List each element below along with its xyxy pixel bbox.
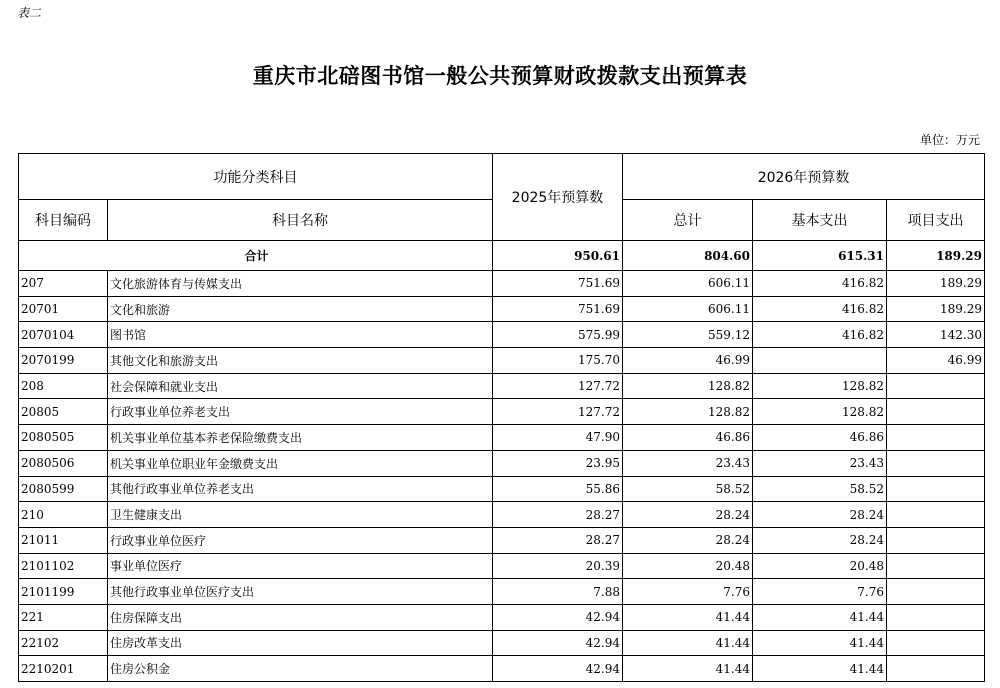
row-total: 41.44 <box>623 656 753 682</box>
row-name: 社会保障和就业支出 <box>108 373 493 399</box>
row-basic: 41.44 <box>753 656 887 682</box>
row-budget-2025: 55.86 <box>493 476 623 502</box>
row-project <box>887 527 985 553</box>
row-total: 20.48 <box>623 553 753 579</box>
row-total: 606.11 <box>623 296 753 322</box>
row-basic: 28.24 <box>753 502 887 528</box>
row-total: 41.44 <box>623 604 753 630</box>
row-total: 58.52 <box>623 476 753 502</box>
row-project <box>887 373 985 399</box>
row-basic: 28.24 <box>753 527 887 553</box>
row-project: 189.29 <box>887 296 985 322</box>
row-project <box>887 425 985 451</box>
row-project <box>887 553 985 579</box>
table-row <box>19 476 985 502</box>
row-name: 行政事业单位养老支出 <box>108 399 493 425</box>
row-project: 189.29 <box>887 271 985 297</box>
row-name: 机关事业单位基本养老保险缴费支出 <box>108 425 493 451</box>
row-basic: 416.82 <box>753 296 887 322</box>
row-code: 2080505 <box>19 425 108 451</box>
row-basic: 416.82 <box>753 322 887 348</box>
row-budget-2025: 28.27 <box>493 502 623 528</box>
row-budget-2025: 127.72 <box>493 399 623 425</box>
table-row <box>19 271 985 297</box>
row-project: 142.30 <box>887 322 985 348</box>
header-func-class: 功能分类科目 <box>19 154 493 200</box>
row-total: 46.86 <box>623 425 753 451</box>
header-project: 项目支出 <box>887 200 985 241</box>
row-total: 128.82 <box>623 399 753 425</box>
row-basic: 23.43 <box>753 450 887 476</box>
row-project <box>887 450 985 476</box>
table-row <box>19 527 985 553</box>
table-row <box>19 373 985 399</box>
total-label: 合计 <box>19 241 493 271</box>
row-name: 行政事业单位医疗 <box>108 527 493 553</box>
row-name: 文化旅游体育与传媒支出 <box>108 271 493 297</box>
row-project <box>887 579 985 605</box>
row-name: 住房改革支出 <box>108 630 493 656</box>
row-project: 46.99 <box>887 348 985 374</box>
total-basic: 615.31 <box>753 241 887 271</box>
row-total: 28.24 <box>623 502 753 528</box>
row-name: 事业单位医疗 <box>108 553 493 579</box>
table-row <box>19 425 985 451</box>
row-basic <box>753 348 887 374</box>
row-budget-2025: 127.72 <box>493 373 623 399</box>
row-budget-2025: 23.95 <box>493 450 623 476</box>
header-basic: 基本支出 <box>753 200 887 241</box>
table-row <box>19 296 985 322</box>
row-project <box>887 630 985 656</box>
table-row <box>19 450 985 476</box>
table-row <box>19 630 985 656</box>
row-total: 28.24 <box>623 527 753 553</box>
row-code: 210 <box>19 502 108 528</box>
row-basic: 58.52 <box>753 476 887 502</box>
row-total: 23.43 <box>623 450 753 476</box>
row-name: 其他行政事业单位养老支出 <box>108 476 493 502</box>
row-code: 207 <box>19 271 108 297</box>
row-code: 2210201 <box>19 656 108 682</box>
table-row <box>19 656 985 682</box>
table-row <box>19 399 985 425</box>
budget-table <box>18 153 985 682</box>
row-name: 其他行政事业单位医疗支出 <box>108 579 493 605</box>
row-budget-2025: 7.88 <box>493 579 623 605</box>
header-total: 总计 <box>623 200 753 241</box>
row-name: 机关事业单位职业年金缴费支出 <box>108 450 493 476</box>
row-code: 221 <box>19 604 108 630</box>
table-row <box>19 322 985 348</box>
unit-label: 单位：万元 <box>919 133 980 147</box>
total-project: 189.29 <box>887 241 985 271</box>
page-title: 重庆市北碚图书馆一般公共预算财政拨款支出预算表 <box>252 63 748 88</box>
row-code: 2080506 <box>19 450 108 476</box>
table-number-label: 表二 <box>17 6 42 20</box>
row-code: 2070199 <box>19 348 108 374</box>
row-project <box>887 399 985 425</box>
row-budget-2025: 28.27 <box>493 527 623 553</box>
row-budget-2025: 42.94 <box>493 604 623 630</box>
row-project <box>887 476 985 502</box>
row-name: 其他文化和旅游支出 <box>108 348 493 374</box>
row-code: 208 <box>19 373 108 399</box>
row-budget-2025: 42.94 <box>493 656 623 682</box>
row-budget-2025: 575.99 <box>493 322 623 348</box>
row-code: 20805 <box>19 399 108 425</box>
row-basic: 41.44 <box>753 604 887 630</box>
header-row-1 <box>19 154 985 200</box>
header-code: 科目编码 <box>19 200 108 241</box>
header-name: 科目名称 <box>108 200 493 241</box>
row-total: 7.76 <box>623 579 753 605</box>
row-project <box>887 656 985 682</box>
row-basic: 416.82 <box>753 271 887 297</box>
row-project <box>887 604 985 630</box>
row-basic: 20.48 <box>753 553 887 579</box>
row-code: 2101102 <box>19 553 108 579</box>
row-basic: 46.86 <box>753 425 887 451</box>
header-budget-2026: 2026年预算数 <box>623 154 985 200</box>
row-total: 41.44 <box>623 630 753 656</box>
row-basic: 128.82 <box>753 373 887 399</box>
row-budget-2025: 42.94 <box>493 630 623 656</box>
total-total: 804.60 <box>623 241 753 271</box>
row-budget-2025: 20.39 <box>493 553 623 579</box>
row-code: 21011 <box>19 527 108 553</box>
total-budget-2025: 950.61 <box>493 241 623 271</box>
row-budget-2025: 175.70 <box>493 348 623 374</box>
row-total: 128.82 <box>623 373 753 399</box>
total-row <box>19 241 985 271</box>
row-total: 46.99 <box>623 348 753 374</box>
row-budget-2025: 751.69 <box>493 296 623 322</box>
row-code: 22102 <box>19 630 108 656</box>
row-code: 2101199 <box>19 579 108 605</box>
row-total: 559.12 <box>623 322 753 348</box>
row-code: 20701 <box>19 296 108 322</box>
row-name: 卫生健康支出 <box>108 502 493 528</box>
row-basic: 128.82 <box>753 399 887 425</box>
table-row <box>19 579 985 605</box>
row-name: 图书馆 <box>108 322 493 348</box>
row-project <box>887 502 985 528</box>
row-total: 606.11 <box>623 271 753 297</box>
table-row <box>19 604 985 630</box>
row-budget-2025: 47.90 <box>493 425 623 451</box>
row-basic: 7.76 <box>753 579 887 605</box>
table-row <box>19 553 985 579</box>
header-budget-2025: 2025年预算数 <box>493 154 623 241</box>
row-name: 住房保障支出 <box>108 604 493 630</box>
row-name: 文化和旅游 <box>108 296 493 322</box>
table-row <box>19 348 985 374</box>
row-code: 2070104 <box>19 322 108 348</box>
row-budget-2025: 751.69 <box>493 271 623 297</box>
row-basic: 41.44 <box>753 630 887 656</box>
row-name: 住房公积金 <box>108 656 493 682</box>
table-row <box>19 502 985 528</box>
row-code: 2080599 <box>19 476 108 502</box>
